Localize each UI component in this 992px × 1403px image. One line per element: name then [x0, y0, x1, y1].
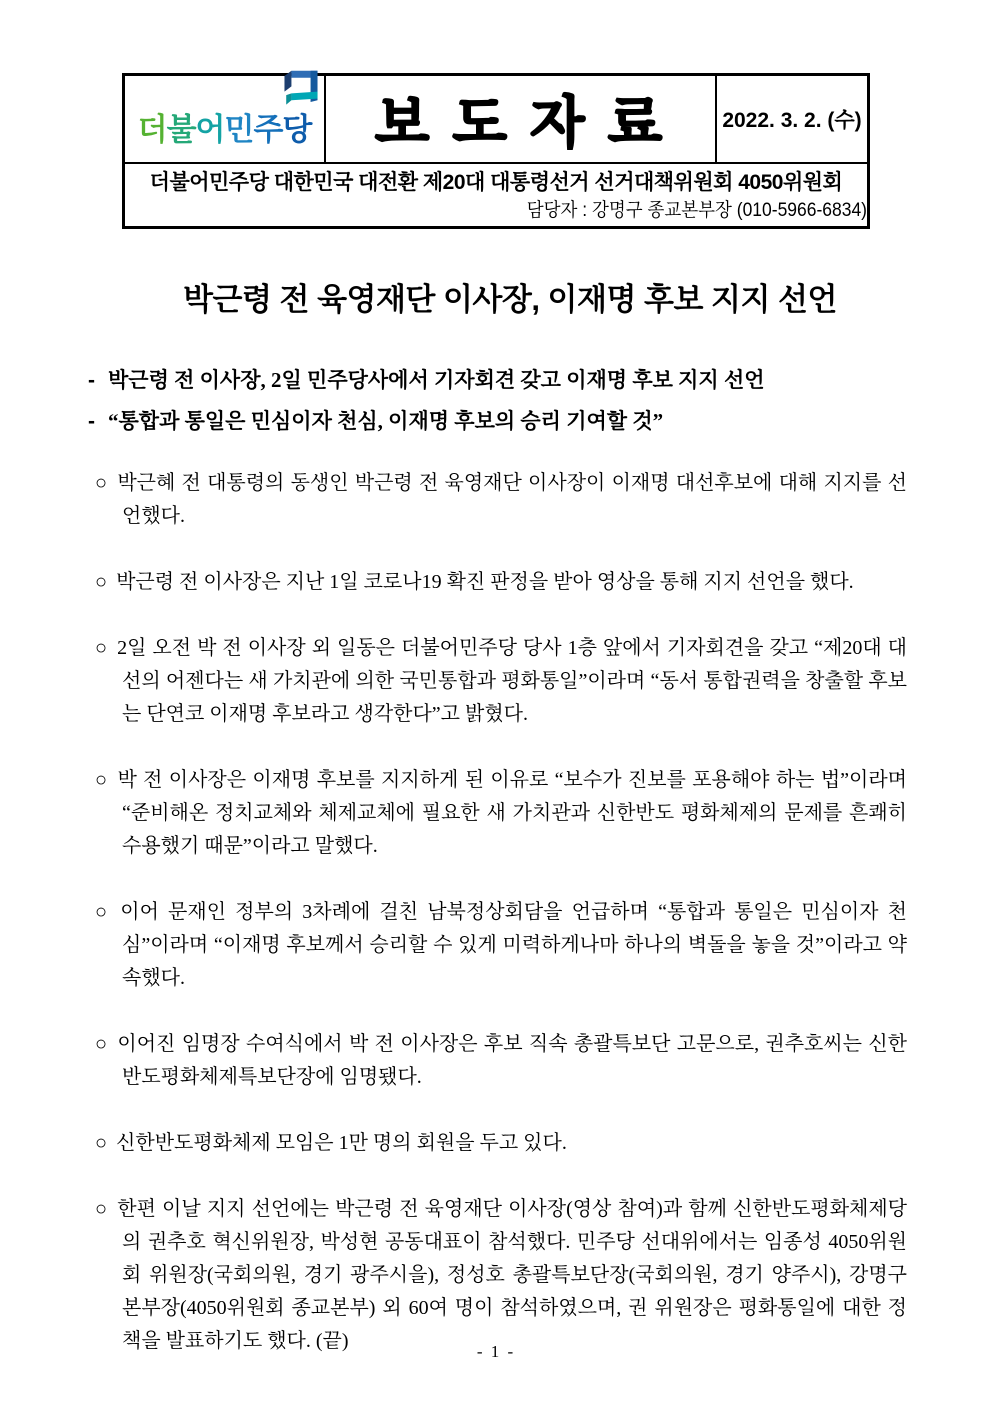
body-paragraph	[95, 566, 907, 599]
circle-bullet: ○	[95, 571, 108, 593]
body-text	[95, 467, 907, 1391]
body-paragraph	[95, 1127, 907, 1160]
committee-line: 더불어민주당 대한민국 대전환 제20대 대통령선거 선거대책위원회 4050위원회	[149, 171, 843, 194]
dash-bullet: -	[88, 410, 95, 433]
logo-char: 민	[224, 111, 254, 147]
logo-char: 주	[253, 111, 283, 147]
header-row-bottom	[125, 164, 867, 226]
highlight-text: 박근령 전 이사장, 2일 민주당사에서 기자회견 갖고 이재명 후보 지지 선언	[108, 368, 765, 392]
circle-bullet: ○	[95, 1132, 108, 1154]
party-logo-cell	[125, 76, 326, 162]
logo-char: 당	[282, 111, 312, 147]
paragraph-text: 이어 문재인 정부의 3차례에 걸친 남북정상회담을 언급하며 “통합과 통일은 민심이자 천심”이라며 “이재명 후보께서 승리할 수 있게 미력하게나마 하나의 벽돌을 놓을 것”이라고 약속했다.	[120, 901, 907, 989]
dash-bullet: -	[88, 369, 95, 392]
highlight-item	[88, 401, 912, 442]
header-row-top	[125, 76, 867, 164]
paragraph-text: 한편 이날 지지 선언에는 박근령 전 육영재단 이사장(영상 참여)과 함께 신한반도평화체제당의 권추호 혁신위원장, 박성현 공동대표이 참석했다. 민주당 선대위에서는 임종성 4050위원회 위원장(국회의원, 경기 광주시을), 정성호 총괄특보단장(국회의원, 경기 양주시), 강명구 본부장(4050위원회 종교본부) 외 60여 명이 참석하였으며, 권 위원장은 평화통일에 대한 정책을 발표하기도 했다. (끝)	[117, 1198, 907, 1352]
circle-bullet: ○	[95, 901, 112, 923]
paragraph-text: 신한반도평화체제 모임은 1만 명의 회원을 두고 있다.	[116, 1132, 567, 1154]
highlight-item	[88, 360, 912, 401]
paragraph-text: 박근혜 전 대통령의 동생인 박근령 전 육영재단 이사장이 이재명 대선후보에 대해 지지를 선언했다.	[117, 472, 907, 527]
circle-bullet: ○	[95, 769, 109, 791]
doc-date-cell	[717, 76, 867, 162]
body-paragraph	[95, 1028, 907, 1094]
doc-type-title: 보 도 자 료	[374, 91, 667, 154]
party-flag-icon	[281, 68, 321, 110]
party-logo	[138, 104, 312, 149]
logo-char: 더	[137, 111, 167, 147]
body-paragraph	[95, 896, 907, 995]
circle-bullet: ○	[95, 637, 109, 659]
doc-date: 2022. 3. 2. (수)	[722, 109, 862, 132]
highlight-list	[88, 360, 912, 442]
circle-bullet: ○	[95, 472, 109, 494]
body-paragraph	[95, 1193, 907, 1358]
logo-char: 불	[166, 111, 196, 147]
circle-bullet: ○	[95, 1033, 109, 1055]
logo-char: 어	[195, 111, 225, 147]
body-paragraph	[95, 764, 907, 863]
page-title: 박근령 전 육영재단 이사장, 이재명 후보 지지 선언	[183, 282, 837, 317]
circle-bullet: ○	[95, 1198, 109, 1220]
body-paragraph	[95, 632, 907, 731]
page-number: - 1 -	[476, 1342, 516, 1361]
doc-type-cell	[326, 76, 717, 162]
highlight-text: “통합과 통일은 민심이자 천심, 이재명 후보의 승리 기여할 것”	[108, 409, 664, 433]
paragraph-text: 박근령 전 이사장은 지난 1일 코로나19 확진 판정을 받아 영상을 통해 지지 선언을 했다.	[116, 571, 854, 593]
paragraph-text: 박 전 이사장은 이재명 후보를 지지하게 된 이유로 “보수가 진보를 포용해야 하는 법”이라며 “준비해온 정치교체와 체제교체에 필요한 새 가치관과 신한반도 평화체제의 문제를 흔쾌히 수용했기 때문”이라고 말했다.	[117, 769, 907, 857]
paragraph-text: 이어진 임명장 수여식에서 박 전 이사장은 후보 직속 총괄특보단 고문으로, 권추호씨는 신한반도평화체제특보단장에 임명됐다.	[117, 1033, 907, 1088]
contact-line: 담당자 : 강명구 종교본부장 (010-5966-6834)	[526, 200, 867, 221]
paragraph-text: 2일 오전 박 전 이사장 외 일동은 더불어민주당 당사 1층 앞에서 기자회견을 갖고 “제20대 대선의 어젠다는 새 가치관에 의한 국민통합과 평화통일”이라며 “동서 통합권력을 창출할 후보는 단연코 이재명 후보라고 생각한다”고 밝혔다.	[117, 637, 907, 725]
header-table	[122, 73, 870, 229]
body-paragraph	[95, 467, 907, 533]
